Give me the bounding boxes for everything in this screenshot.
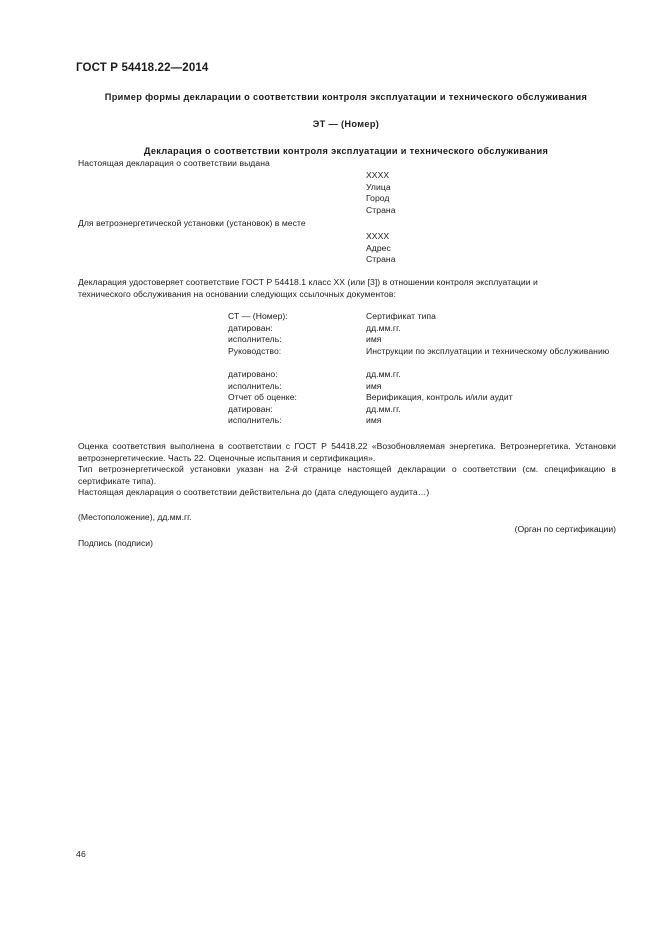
ref-value: Верификация, контроль и/или аудит: [366, 392, 513, 403]
issued-address-block: [366, 170, 396, 216]
issued-address-line-2: Улица: [366, 181, 391, 192]
closing-paragraphs: [78, 441, 616, 499]
table-row-spacer: [228, 357, 618, 369]
ref-value: [366, 357, 618, 369]
table-row: [228, 323, 618, 335]
table-row: [228, 311, 618, 323]
location-and-date: (Местоположение), дд.мм.гг.: [78, 512, 192, 522]
ref-label: исполнитель:: [228, 415, 282, 426]
ref-value: дд.мм.гг.: [366, 403, 401, 414]
conformity-statement-line-2: технического обслуживания на основании следующих ссылочных документов:: [78, 288, 396, 299]
declaration-title: Декларация о соответствии контроля эксплуатации и технического обслуживания: [143, 146, 549, 156]
page-number: 46: [76, 849, 86, 859]
site-address-line-1: XXXX: [366, 231, 390, 241]
site-address-line-3: Страна: [366, 254, 396, 265]
ref-value: дд.мм.гг.: [366, 368, 401, 379]
table-row: [228, 415, 618, 427]
ref-label: Руководство:: [228, 345, 282, 356]
table-row: [228, 346, 618, 358]
table-row: [228, 404, 618, 416]
reference-documents-body: [228, 311, 618, 427]
ref-value: дд.мм.гг.: [366, 322, 401, 333]
site-address-block: [366, 231, 396, 266]
ref-value: имя: [366, 380, 382, 391]
certification-body-label: (Орган по сертификации): [514, 524, 616, 534]
assessment-paragraph: Оценка соответствия выполнена в соответствии с ГОСТ Р 54418.22 «Возобновляемая энергетика. Ветроэнергетика. Установки ветроэнергетические. Часть 22. Оценочные испытания и сертификация».: [78, 441, 616, 463]
ref-label: [228, 357, 366, 369]
issued-address-line-3: Город: [366, 193, 390, 204]
issued-address-line-1: XXXX: [366, 170, 390, 180]
ref-value: имя: [366, 415, 382, 426]
ref-label: Отчет об оценке:: [228, 392, 297, 403]
table-row: [228, 334, 618, 346]
conformity-statement-line-1: Декларация удостоверяет соответствие ГОСТ Р 54418.1 класс XX (или [3]) в отношении контроля эксплуатации и: [78, 277, 538, 287]
table-row: [228, 369, 618, 381]
title-block: [76, 91, 616, 158]
validity-paragraph: Настоящая декларация о соответствии действительна до (дата следующего аудита…): [78, 487, 430, 498]
issued-address-line-4: Страна: [366, 204, 396, 215]
ref-label: датирован:: [228, 322, 273, 333]
declaration-number-title: ЭТ — (Номер): [312, 119, 380, 129]
reference-documents-table: [228, 311, 618, 427]
site-address-line-2: Адрес: [366, 242, 391, 253]
standard-number-header: ГОСТ Р 54418.22—2014: [76, 62, 209, 74]
site-lead-in: Для ветроэнергетической установки (установок) в месте: [78, 218, 306, 228]
ref-value: имя: [366, 334, 382, 345]
ref-label: исполнитель:: [228, 380, 282, 391]
conformity-statement: [78, 277, 616, 300]
ref-label: датирован:: [228, 403, 273, 414]
type-specification-paragraph: Тип ветроэнергетической установки указан на 2-й странице настоящей декларации о соответствии (см. спецификацию в сертификате типа).: [78, 464, 616, 486]
ref-label: исполнитель:: [228, 334, 282, 345]
ref-value: Инструкции по эксплуатации и техническому обслуживанию: [366, 345, 610, 356]
ref-label: датировано:: [228, 368, 278, 379]
ref-label: СТ — (Номер):: [228, 311, 288, 321]
ref-value: Сертификат типа: [366, 311, 436, 321]
issued-lead-in: Настоящая декларация о соответствии выдана: [78, 158, 270, 168]
signature-label: Подпись (подписи): [78, 538, 153, 548]
table-row: [228, 392, 618, 404]
table-row: [228, 381, 618, 393]
form-example-title: Пример формы декларации о соответствии контроля эксплуатации и технического обслуживания: [104, 92, 588, 102]
